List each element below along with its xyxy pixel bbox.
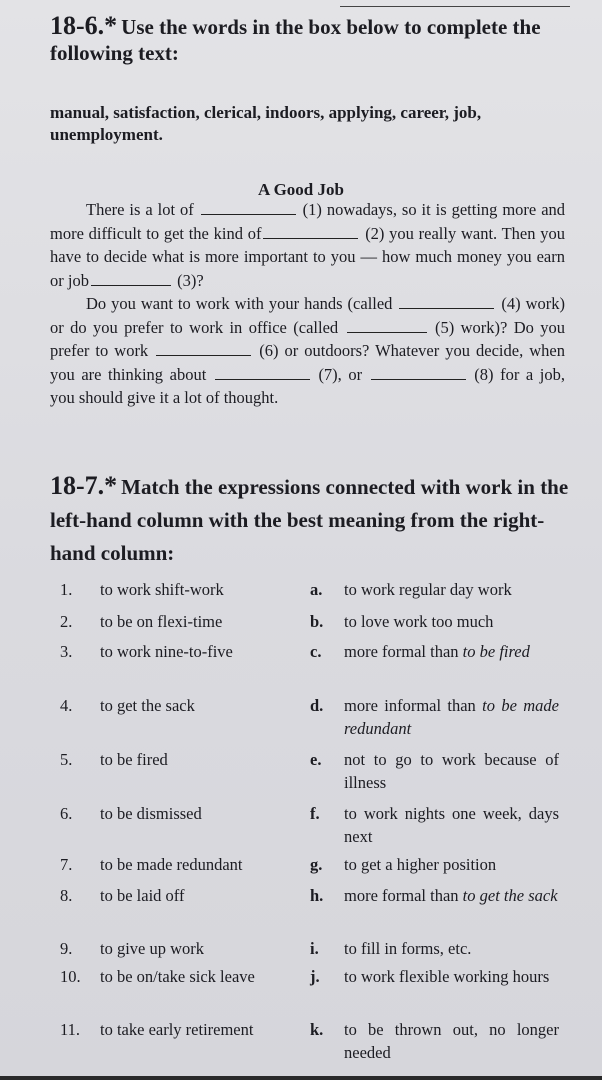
row-number: 8. bbox=[60, 886, 73, 905]
row-number: 1. bbox=[60, 580, 73, 599]
meaning-letter: d. bbox=[310, 696, 324, 715]
blank-7[interactable] bbox=[215, 365, 310, 380]
exercise-number: 18-6.* bbox=[50, 11, 118, 40]
row-number: 9. bbox=[60, 939, 73, 958]
word-box: manual, satisfaction, clerical, indoors, applying, career, job, unemployment. bbox=[50, 103, 482, 145]
meaning: to be thrown out, no longer needed bbox=[344, 1020, 559, 1062]
blank-5[interactable] bbox=[347, 318, 427, 333]
text-span: Do you want to work with your hands (called bbox=[86, 294, 393, 313]
meaning: to work flexible working hours bbox=[344, 967, 550, 986]
meaning-letter: b. bbox=[310, 612, 324, 631]
meaning-letter: i. bbox=[310, 939, 319, 958]
blank-6[interactable] bbox=[156, 341, 251, 356]
exercise-number: 18-7.* bbox=[50, 471, 118, 500]
text-span: (3)? bbox=[177, 270, 204, 290]
blank-2[interactable] bbox=[263, 224, 358, 239]
blank-3[interactable] bbox=[91, 271, 171, 286]
expression: to take early retirement bbox=[100, 1020, 254, 1039]
meaning-letter: h. bbox=[310, 886, 324, 905]
row-number: 4. bbox=[60, 696, 73, 715]
text-span: (2) you really want. Then you have to decide what is more important to you — how much money you earn or job bbox=[50, 223, 566, 290]
expression: to be on/take sick leave bbox=[100, 967, 255, 986]
meaning: more formal than to get the sack bbox=[344, 886, 558, 905]
meaning-letter: a. bbox=[310, 580, 323, 599]
expression: to be dismissed bbox=[100, 804, 202, 823]
bottom-edge bbox=[0, 1076, 602, 1080]
paragraph-2 bbox=[50, 292, 565, 410]
row-number: 3. bbox=[60, 642, 73, 661]
story-text bbox=[50, 198, 565, 410]
exercise-18-7-heading bbox=[50, 470, 570, 571]
meaning-italic: to be made redundant bbox=[344, 696, 559, 738]
blank-4[interactable] bbox=[399, 294, 494, 309]
expression: to be on flexi-time bbox=[100, 612, 223, 631]
meaning: to love work too much bbox=[344, 612, 494, 631]
meaning: to get a higher position bbox=[344, 855, 497, 874]
expression: to work nine-to-five bbox=[100, 642, 233, 661]
expression: to get the sack bbox=[100, 696, 195, 715]
paragraph-1 bbox=[50, 198, 565, 292]
row-number: 5. bbox=[60, 750, 73, 769]
text-span: (1) nowadays, so it is getting more and more difficult to get the kind of bbox=[50, 200, 566, 243]
row-number: 7. bbox=[60, 855, 73, 874]
top-rule bbox=[340, 6, 570, 7]
expression: to be fired bbox=[100, 750, 168, 769]
row-number: 11. bbox=[60, 1020, 81, 1039]
text-span: (7), or bbox=[318, 364, 363, 384]
meaning-letter: f. bbox=[310, 804, 320, 823]
meaning: more informal than to be made redundant bbox=[344, 696, 559, 738]
expression: to be made redundant bbox=[100, 855, 243, 874]
blank-1[interactable] bbox=[201, 200, 296, 215]
meaning-letter: e. bbox=[310, 750, 322, 769]
expression: to be laid off bbox=[100, 886, 185, 905]
text-span: There is a lot of bbox=[86, 200, 194, 219]
text-span: (5) work)? Do you prefer to work bbox=[50, 317, 566, 360]
expression: to give up work bbox=[100, 939, 205, 958]
exercise-18-6-heading bbox=[50, 10, 570, 66]
meaning-italic: to get the sack bbox=[462, 886, 558, 905]
text-span: (8) for a job, you should give it a lot of thought. bbox=[50, 364, 566, 407]
row-number: 2. bbox=[60, 612, 73, 631]
meaning: not to go to work because of illness bbox=[344, 750, 559, 792]
meaning: to fill in forms, etc. bbox=[344, 939, 472, 958]
meaning-letter: j. bbox=[310, 967, 320, 986]
blank-8[interactable] bbox=[371, 365, 466, 380]
meaning-letter: k. bbox=[310, 1020, 324, 1039]
row-number: 10. bbox=[60, 967, 81, 986]
meaning: more formal than to be fired bbox=[344, 642, 530, 661]
story-title: A Good Job bbox=[258, 180, 344, 199]
exercise-instruction: Match the expressions connected with work in the left-hand column with the best meaning from the right-hand column: bbox=[50, 475, 569, 565]
meaning: to work nights one week, days next bbox=[344, 804, 559, 846]
meaning: to work regular day work bbox=[344, 580, 512, 599]
meaning-italic: to be fired bbox=[462, 642, 530, 661]
text-span: (6) or outdoors? Whatever you decide, when you are thinking about bbox=[50, 341, 565, 384]
meaning-letter: c. bbox=[310, 642, 322, 661]
exercise-instruction: Use the words in the box below to complete the following text: bbox=[50, 15, 541, 66]
expression: to work shift-work bbox=[100, 580, 224, 599]
meaning-letter: g. bbox=[310, 855, 323, 874]
row-number: 6. bbox=[60, 804, 73, 823]
text-span: (4) work) or do you prefer to work in office (called bbox=[50, 294, 565, 337]
